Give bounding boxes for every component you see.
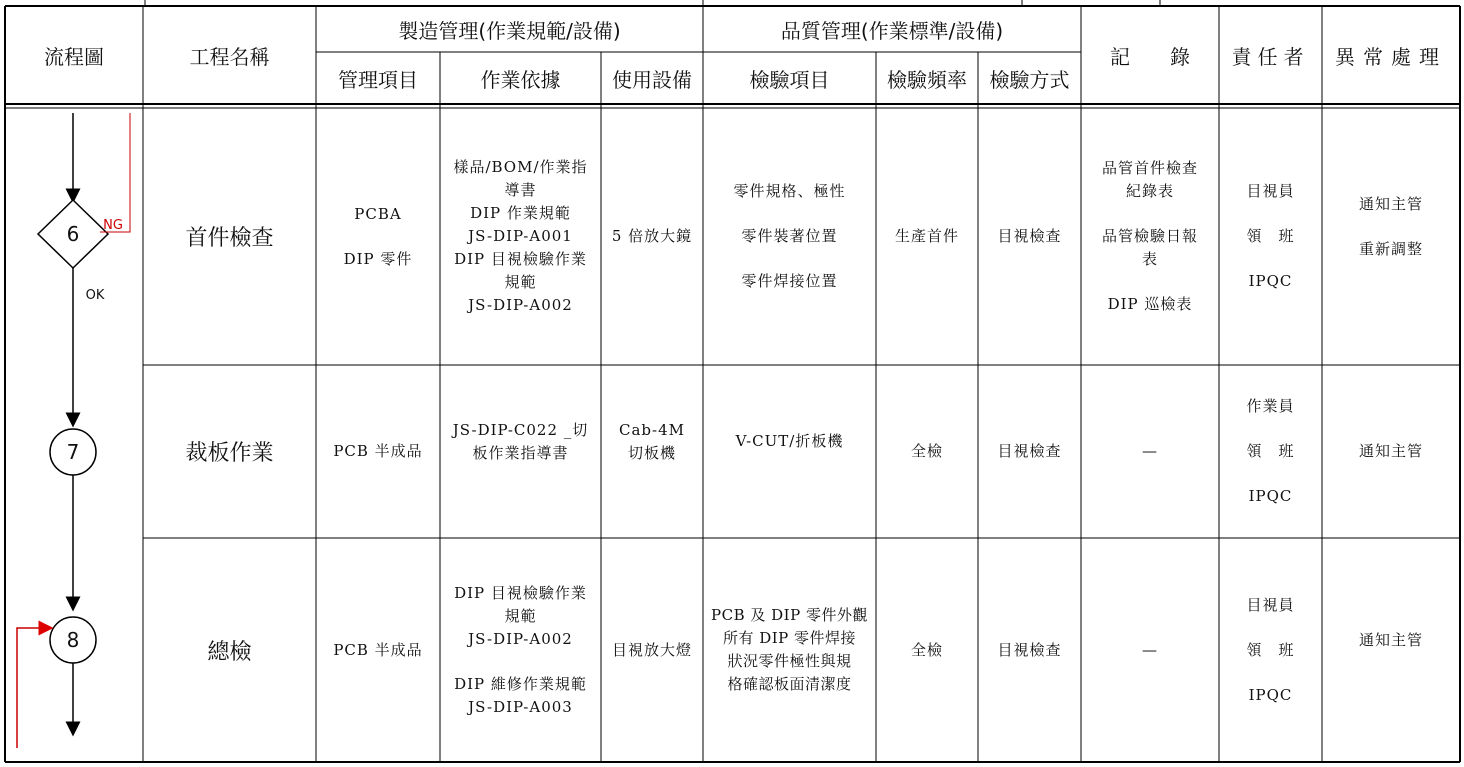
row1-record-line: 品管首件檢查 [1101, 159, 1198, 177]
row3-responsible-line: IPQC [1248, 685, 1293, 704]
row2-work-basis [440, 365, 601, 538]
row1-process-name: 首件檢查 [185, 226, 274, 251]
row1-responsible-line: IPQC [1248, 272, 1293, 290]
row1-inspect-line: 零件焊接位置 [741, 272, 838, 290]
step-7-label: 7 [66, 440, 80, 464]
ng-label: NG [103, 217, 123, 233]
row1-exception-line: 通知主管 [1358, 194, 1423, 213]
row1-basis-line: DIP 作業規範 [470, 204, 571, 222]
row3-process-name: 總檢 [207, 639, 252, 665]
header-inspection-freq: 檢驗頻率 [887, 67, 967, 92]
row1-basis-line: JS-DIP-A001 [468, 227, 573, 245]
header-exception: 異常處理 [1335, 44, 1447, 69]
header-equipment: 使用設備 [612, 67, 692, 92]
row2-process-name: 裁板作業 [185, 441, 274, 466]
row1-inspection-freq: 生產首件 [894, 227, 959, 245]
row1-basis-line: DIP 目視檢驗作業 [454, 250, 587, 268]
row1-responsible [1219, 108, 1322, 365]
row1-work-basis [440, 108, 601, 365]
row3-record-line: — [1142, 640, 1158, 659]
row3-mgmt-item [316, 538, 440, 762]
ng-loop-line [100, 113, 130, 232]
row2-basis-line: 板作業指導書 [472, 443, 569, 462]
row2-equipment-line: 切板機 [627, 443, 676, 462]
header-process-name: 工程名稱 [189, 44, 270, 69]
step-6-label: 6 [66, 222, 80, 246]
row1-record-line: 紀錄表 [1125, 182, 1174, 200]
row3-equipment [601, 538, 703, 762]
row1-record-line: 表 [1141, 250, 1158, 268]
header-flowchart: 流程圖 [44, 44, 104, 69]
row3-mgmt-line: PCB 半成品 [333, 640, 423, 659]
row3-basis-line: JS-DIP-A003 [468, 697, 573, 716]
row3-inspect-line: PCB 及 DIP 零件外觀 [711, 606, 868, 624]
row1-basis-line: 樣品/BOM/作業指 [453, 158, 588, 176]
row1-inspect-line: 零件規格、極性 [733, 182, 846, 200]
header-responsible: 責任者 [1231, 44, 1310, 69]
row1-inspection-method: 目視檢查 [997, 227, 1062, 245]
row3-inspect-line: 所有 DIP 零件焊接 [722, 629, 857, 647]
row3-work-basis [440, 538, 601, 762]
row1-exception-line: 重新調整 [1358, 239, 1423, 258]
row1-responsible-line: 領 班 [1246, 227, 1295, 245]
row1-basis-line: JS-DIP-A002 [468, 296, 573, 314]
header-quality-group: 品質管理(作業標準/設備) [780, 18, 1004, 43]
rework-return-arrow [17, 628, 46, 748]
row2-responsible-line: IPQC [1248, 487, 1293, 505]
row3-responsible-line: 目視員 [1246, 595, 1295, 614]
row3-exception [1322, 538, 1460, 762]
row1-exception [1322, 108, 1460, 365]
row3-basis-line: JS-DIP-A002 [468, 629, 573, 648]
row3-inspection-freq: 全檢 [910, 640, 943, 659]
row1-record-line: DIP 巡檢表 [1107, 295, 1193, 313]
row2-inspect-line: V-CUT/折板機 [735, 432, 844, 450]
row3-records [1081, 538, 1219, 762]
row2-inspection-item [703, 365, 876, 538]
row1-mgmt-item [316, 108, 440, 365]
row2-equipment-line: Cab-4M [619, 420, 685, 439]
step-8-label: 8 [66, 628, 80, 652]
header-mgmt-item: 管理項目 [338, 67, 418, 92]
row2-responsible-line: 領 班 [1246, 442, 1295, 460]
row2-records [1081, 365, 1219, 538]
row3-basis-line: 規範 [504, 606, 537, 625]
row3-equipment-line: 目視放大燈 [611, 640, 692, 659]
row2-inspection-method: 目視檢查 [997, 442, 1062, 460]
row3-inspect-line: 狀況零件極性與規 [727, 652, 852, 670]
row1-inspection-item [703, 108, 876, 365]
row3-responsible-line: 領 班 [1246, 640, 1295, 659]
row1-responsible-line: 目視員 [1246, 182, 1295, 200]
row1-inspect-line: 零件裝著位置 [741, 227, 838, 245]
header-inspection-method: 檢驗方式 [989, 67, 1070, 92]
row1-equipment [601, 108, 703, 365]
row1-basis-line: 規範 [504, 273, 537, 291]
row3-exception-line: 通知主管 [1358, 630, 1423, 649]
row3-inspection-item [703, 538, 876, 762]
row1-mgmt-line: PCBA [354, 204, 402, 223]
row2-exception-line: 通知主管 [1358, 442, 1423, 460]
row1-mgmt-line: DIP 零件 [343, 249, 413, 268]
ok-label: OK [85, 287, 105, 303]
row2-responsible [1219, 365, 1322, 538]
header-work-basis: 作業依據 [480, 67, 561, 92]
header-records: 記 錄 [1110, 44, 1190, 69]
row1-record-line: 品管檢驗日報 [1101, 227, 1198, 245]
row2-record-line: — [1142, 442, 1158, 460]
row3-inspection-method: 目視檢查 [997, 640, 1062, 659]
header-inspection-item: 檢驗項目 [749, 67, 830, 92]
row2-equipment [601, 365, 703, 538]
row3-inspect-line: 格確認板面清潔度 [727, 675, 852, 693]
row1-basis-line: 導書 [504, 181, 537, 199]
row1-records [1081, 108, 1219, 365]
row2-basis-line: JS-DIP-C022 _切 [452, 420, 589, 439]
row2-inspection-freq: 全檢 [910, 442, 943, 460]
header-manufacturing-group: 製造管理(作業規範/設備) [398, 18, 621, 43]
row2-responsible-line: 作業員 [1246, 397, 1295, 415]
row1-equipment-line: 5 倍放大鏡 [611, 227, 693, 245]
row2-exception [1322, 365, 1460, 538]
row3-basis-line: DIP 維修作業規範 [454, 674, 587, 693]
row3-basis-line: DIP 目視檢驗作業 [454, 583, 587, 602]
row3-responsible [1219, 538, 1322, 762]
row2-mgmt-item [316, 365, 440, 538]
row2-mgmt-line: PCB 半成品 [333, 442, 423, 460]
